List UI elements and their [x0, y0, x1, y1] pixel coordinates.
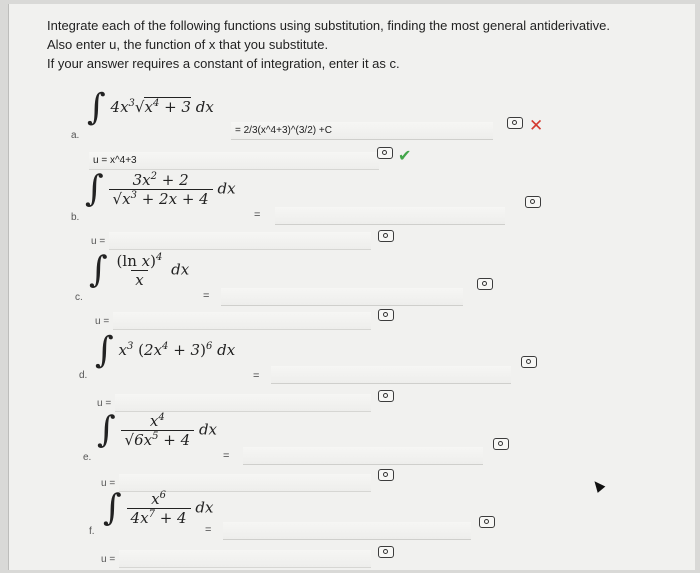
problem-a-integral: ∫ $4x^3√x^4 + 3$ dx — [87, 87, 214, 128]
problem-b-letter: b. — [71, 212, 80, 223]
problem-f-answer-field[interactable] — [223, 522, 471, 540]
problem-f-integral: ∫ $\frac{x^6}{4x^7 + 4}$ dx — [103, 487, 214, 529]
problem-c-letter: c. — [75, 292, 83, 303]
problem-f-letter: f. — [89, 526, 95, 537]
problem-a-preview-eye-icon[interactable] — [507, 117, 523, 129]
problem-c-u-field[interactable] — [113, 312, 371, 330]
problem-d-preview-eye-icon[interactable] — [521, 356, 537, 368]
problem-f-u-field[interactable] — [119, 550, 371, 568]
problem-c-u-preview-eye-icon[interactable] — [378, 309, 394, 321]
problem-d-u-label: u = — [97, 398, 112, 409]
problem-d-integral: ∫ $x^3$ $(2x^4 + 3)^6$ dx — [95, 330, 236, 371]
problem-d-letter: d. — [79, 370, 88, 381]
problem-a-u-correct-icon: ✔ — [398, 148, 412, 165]
problem-b-answer-field[interactable] — [275, 207, 505, 225]
problem-e-letter: e. — [83, 452, 92, 463]
instruction-line-2: Also enter u, the function of x that you substitute. — [47, 37, 329, 52]
problem-d-u-preview-eye-icon[interactable] — [378, 390, 394, 402]
problem-e-integral: ∫ $\frac{x^4}{√6x^5 + 4}$ dx — [97, 409, 217, 451]
instruction-line-3: If your answer requires a constant of integration, enter it as c. — [47, 56, 400, 71]
problem-d-answer-field[interactable] — [271, 366, 511, 384]
problem-f-u-preview-eye-icon[interactable] — [378, 546, 394, 558]
problem-d-equals: = — [253, 370, 260, 382]
problem-f-u-label: u = — [101, 554, 116, 565]
problem-a-u-preview-eye-icon[interactable] — [377, 147, 393, 159]
problem-b-u-label: u = — [91, 236, 106, 247]
problem-d-u-field[interactable] — [115, 394, 371, 412]
problem-f-equals: = — [205, 524, 212, 536]
problem-b-integral: ∫ $\frac{3x^2 + 2}{√x^3 + 2x + 4}$ dx — [85, 168, 236, 210]
problem-e-u-label: u = — [101, 478, 116, 489]
problem-f-preview-eye-icon[interactable] — [479, 516, 495, 528]
problem-c-preview-eye-icon[interactable] — [477, 278, 493, 290]
problem-c-answer-field[interactable] — [221, 288, 463, 306]
problem-a-letter: a. — [71, 130, 80, 141]
problem-b-preview-eye-icon[interactable] — [525, 196, 541, 208]
problem-a-answer-field[interactable]: = 2/3(x^4+3)^(3/2) +C — [231, 122, 493, 140]
problem-b-equals: = — [254, 209, 261, 221]
problem-e-answer-field[interactable] — [243, 447, 483, 465]
problem-a-incorrect-icon: ✕ — [529, 116, 544, 135]
problem-e-u-preview-eye-icon[interactable] — [378, 469, 394, 481]
mouse-cursor-icon — [591, 478, 606, 493]
problem-e-preview-eye-icon[interactable] — [493, 438, 509, 450]
problem-c-integral: ∫ $\frac{(\ln x)^4}{x}$ dx — [89, 249, 190, 291]
problem-a-u-field[interactable]: u = x^4+3 — [89, 152, 379, 170]
instructions — [47, 16, 610, 73]
problem-b-u-preview-eye-icon[interactable] — [378, 230, 394, 242]
instruction-line-1: Integrate each of the following functions using substitution, finding the most general antiderivative. — [47, 18, 610, 33]
problem-b-u-field[interactable] — [109, 232, 371, 250]
problem-e-equals: = — [223, 450, 230, 462]
homework-page — [8, 4, 695, 570]
problem-c-u-label: u = — [95, 316, 110, 327]
problem-c-equals: = — [203, 290, 210, 302]
